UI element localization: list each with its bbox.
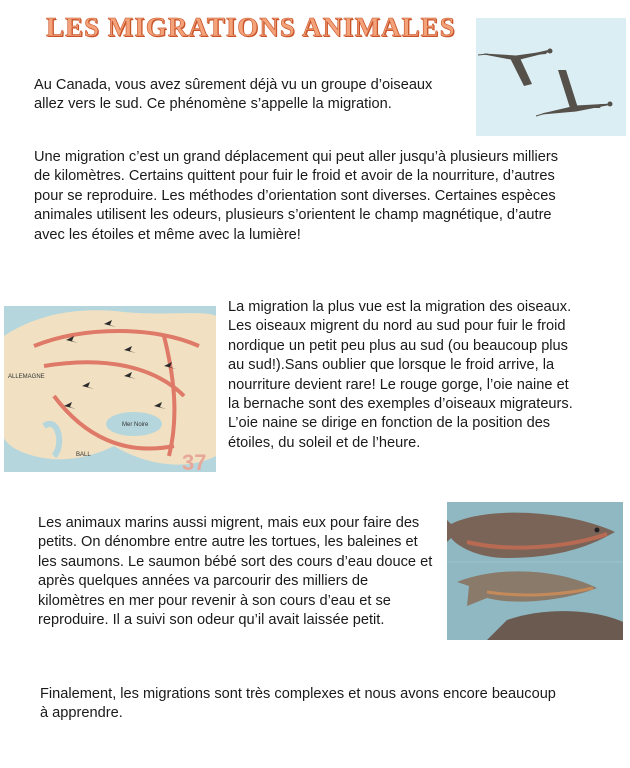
salmon-photo <box>447 502 623 640</box>
map-lake-label: BALL <box>76 452 91 458</box>
conclusion-paragraph: Finalement, les migrations sont très complexes et nous avons encore beaucoup à apprendre. <box>40 686 556 722</box>
birds-paragraph: La migration la plus vue est la migration des oiseaux. Les oiseaux migrent du nord au sud pour fuir le froid nordique un petit peu plus au sud (ou beaucoup plus au sud!).Sans oublier que lorsque le froid arrive, la nourriture devient rare! Le rouge gorge, l’oie naine et la bernache sont des exemples d’oiseaux migrateurs. L’oie naine se dirige en fonction de la position des étoiles, du soleil et de l’heure. <box>228 299 573 451</box>
map-country-label: ALLEMAGNE <box>8 374 45 380</box>
map-sea-label: Mer Noire <box>122 422 149 428</box>
migration-map <box>4 306 216 472</box>
definition-paragraph: Une migration c’est un grand déplacement qui peut aller jusqu’à plusieurs milliers de kilomètres. Certains quittent pour fuir le froid et avoir de la nourriture, d’autres pour se reproduire. Les méthodes d’orientation sont diverses. Certaines espèces animales utilisent les odeurs, plusieurs s’orientent le champ magnétique, d’autre avec les étoiles et même avec la lumière! <box>34 149 559 243</box>
map-page-number: 37 <box>182 450 207 472</box>
page-title: LES MIGRATIONS ANIMALES <box>46 12 456 42</box>
marine-paragraph: Les animaux marins aussi migrent, mais eux pour faire des petits. On dénombre entre autre les tortues, les baleines et les saumons. Le saumon bébé sort des cours d’eau douce et après quelques années va parcourir des milliers de kilomètres en mer pour revenir à son cours d’eau et se reproduire. Il a suivi son odeur qu’il avait laissée petit. <box>38 515 433 629</box>
intro-paragraph: Au Canada, vous avez sûrement déjà vu un groupe d’oiseaux allez vers le sud. Ce phénomène s’appelle la migration. <box>34 77 433 113</box>
cranes-photo <box>476 18 626 136</box>
